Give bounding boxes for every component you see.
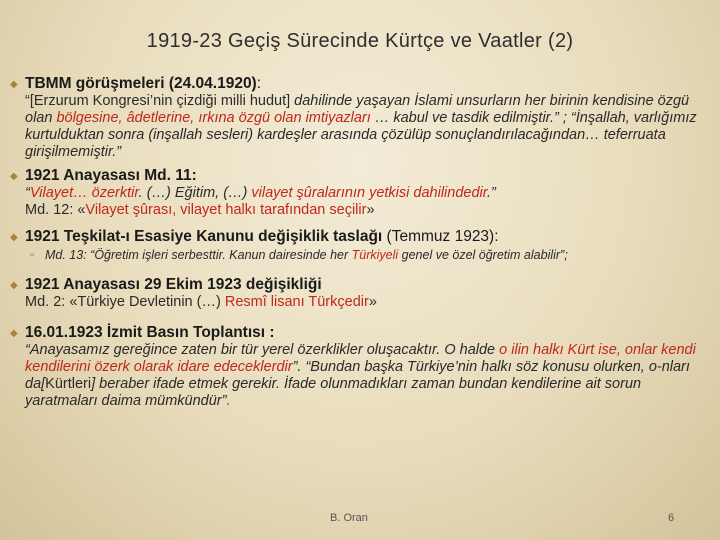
- heading-bold: TBMM görüşmeleri (24.04.1920): [25, 75, 257, 92]
- quote-part: “Anayasamız gereğince zaten bir tür yerel özerklikler oluşacaktır. O halde: [25, 342, 500, 358]
- quote-highlight: Vilayet… özerktir: [29, 185, 139, 201]
- item-heading: [25, 324, 714, 342]
- bullet-item-teskilat: [8, 228, 714, 263]
- quote-part: “: [25, 185, 30, 201]
- bullet-item-tbmm: [8, 75, 714, 161]
- quote-highlight: .: [226, 393, 231, 409]
- article-prefix: Md. 12: «: [25, 202, 86, 218]
- bullet-icon: ◆: [10, 232, 18, 243]
- page-number: 6: [668, 512, 675, 524]
- bullet-icon: ◆: [10, 280, 18, 291]
- bullet-icon: ◆: [10, 328, 18, 339]
- item-body: [25, 185, 714, 219]
- bullet-item-anayasa-md11: [8, 167, 714, 219]
- sub-text: Md. 13: “Öğretim işleri serbesttir. Kanun dairesinde her: [45, 248, 352, 262]
- heading-rest: (Temmuz 1923):: [382, 228, 499, 245]
- article-highlight: Resmî lisanı Türkçedir: [224, 294, 369, 310]
- article-text: »: [368, 294, 377, 310]
- slide-content: [8, 75, 714, 410]
- heading-bold: 16.01.1923 İzmit Basın Toplantısı :: [25, 324, 275, 341]
- sub-bullet-item: [25, 247, 714, 263]
- slide-title: 1919-23 Geçiş Sürecinde Kürtçe ve Vaatler (2): [146, 30, 574, 52]
- sub-highlight: Türkiyeli: [351, 248, 399, 262]
- quote-part: ] beraber ifade etmek gerekir. İfade olunmadıkları zaman bundan kendilerine ait sorun yaratmaları daima mümkündür”: [25, 376, 642, 409]
- quote-part: ”. “Bundan başka Türkiye’nin halkı söz konusu olurken, o-nları da[: [25, 359, 690, 392]
- bullet-item-anayasa-1923: [8, 276, 714, 311]
- heading-bold: 1921 Anayasası 29 Ekim 1923 değişikliği: [25, 276, 322, 293]
- quote-highlight: vilayet şûralarının yetkisi dahilindedir: [251, 185, 488, 201]
- bullet-icon: ◆: [10, 171, 18, 182]
- sub-text: genel ve özel öğretim alabilir”;: [398, 248, 568, 262]
- item-body: [25, 342, 714, 410]
- item-heading: [25, 228, 714, 246]
- bullet-item-izmit: [8, 324, 714, 410]
- article-highlight: Vilayet şûrası, vilayet halkı tarafından seçilir: [85, 202, 367, 218]
- article-text: Md. 2: «Türkiye Devletinin (…): [25, 294, 225, 310]
- footer-author: B. Oran: [330, 512, 368, 524]
- item-heading: [25, 167, 714, 185]
- item-heading: [25, 75, 714, 93]
- quote-part: . (…) Eğitim, (…): [138, 185, 252, 201]
- quote-highlight: o ilin halkı Kürt ise, onlar kendi kendilerini özerk olarak idare edeceklerdir: [25, 342, 696, 375]
- quote-highlight: bölgesine, âdetlerine, ırkına özgü olan imtiyazları: [56, 110, 371, 126]
- quote-part: “[Erzurum Kongresi’nin çizdiği milli hudut]: [25, 93, 295, 109]
- heading-bold: 1921 Teşkilat-ı Esasiye Kanunu değişiklik taslağı: [25, 228, 383, 245]
- heading-bold: 1921 Anayasası Md. 11:: [25, 167, 197, 184]
- item-heading: [25, 276, 714, 294]
- quote-part: … kabul ve tasdik edilmiştir.” ; “İnşallah, varlığımız kurtulduktan sonra (inşallah sesleri) kardeşler arasında çözülüp sonuçlandırılacağından… teferruata girişilmemiştir.”: [25, 110, 697, 160]
- quote-part: dahilinde yaşayan İslami unsurların her birinin kendisine özgü olan: [25, 93, 690, 126]
- quote-part: Kürtleri: [45, 376, 92, 392]
- heading-rest: :: [256, 75, 262, 92]
- item-body: [25, 294, 714, 311]
- article-suffix: »: [366, 202, 375, 218]
- sub-bullet-icon: ▫: [30, 249, 34, 261]
- bullet-icon: ◆: [10, 79, 18, 90]
- item-body: [25, 93, 714, 161]
- quote-part: .”: [487, 185, 496, 201]
